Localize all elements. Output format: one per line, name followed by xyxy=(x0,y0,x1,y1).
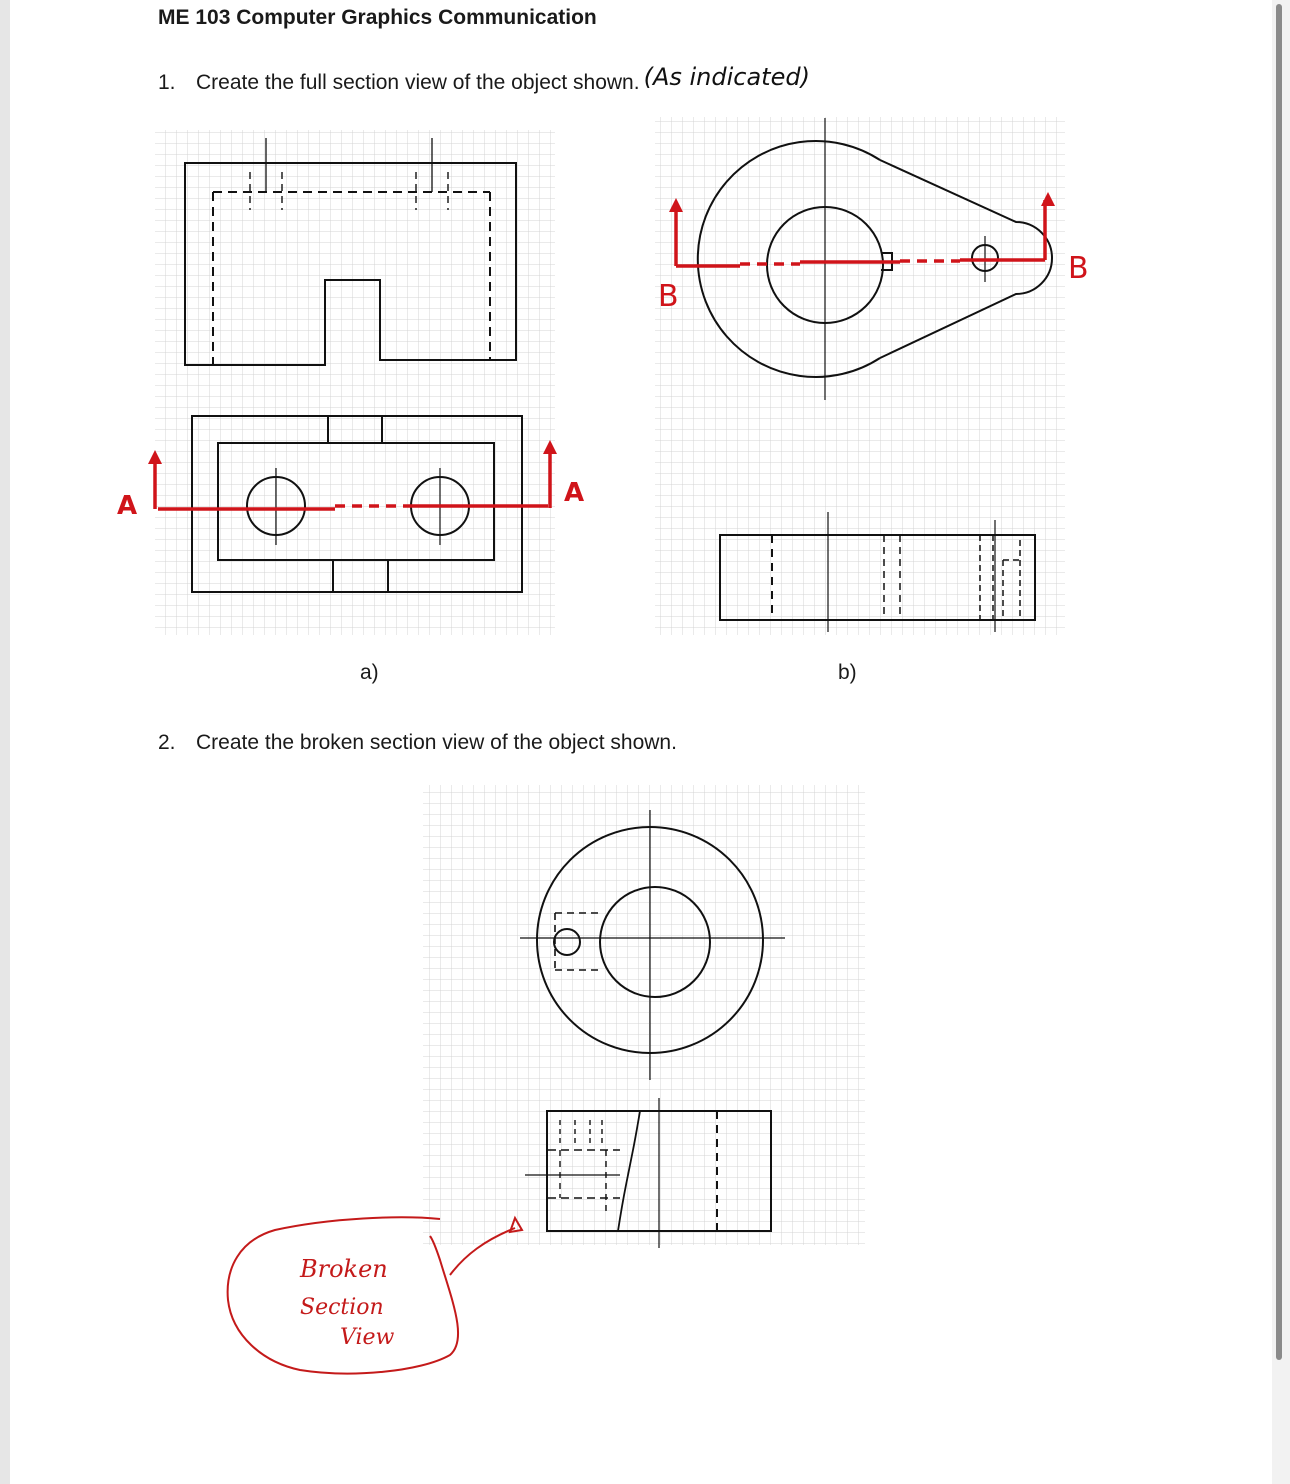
question-1-text: Create the full section view of the object shown. xyxy=(196,71,640,94)
question-2 xyxy=(158,731,677,755)
callout-line-1: Broken xyxy=(300,1255,388,1283)
question-1-annotation: (As indicated) xyxy=(643,63,810,91)
question-1 xyxy=(158,63,810,95)
question-2-number: 2. xyxy=(158,731,176,754)
figure-b-caption: b) xyxy=(838,661,857,684)
figure-a-caption: a) xyxy=(360,661,379,684)
section-label-b-right: B xyxy=(1068,251,1089,286)
document-title: ME 103 Computer Graphics Communication xyxy=(158,6,597,29)
section-label-a-left: A xyxy=(117,491,138,521)
callout-line-2: Section xyxy=(300,1295,384,1320)
figure-2-drawing xyxy=(418,780,870,1250)
figure-2-grid xyxy=(423,785,865,1245)
figure-a-drawing xyxy=(150,125,560,640)
question-1-number: 1. xyxy=(158,71,176,94)
callout-line-3: View xyxy=(340,1325,395,1350)
question-2-text: Create the broken section view of the object shown. xyxy=(196,731,677,754)
section-label-a-right: A xyxy=(564,478,585,508)
section-label-b-left: B xyxy=(658,279,679,314)
figure-b-drawing xyxy=(650,110,1070,640)
scrollbar-thumb[interactable] xyxy=(1276,4,1282,1360)
